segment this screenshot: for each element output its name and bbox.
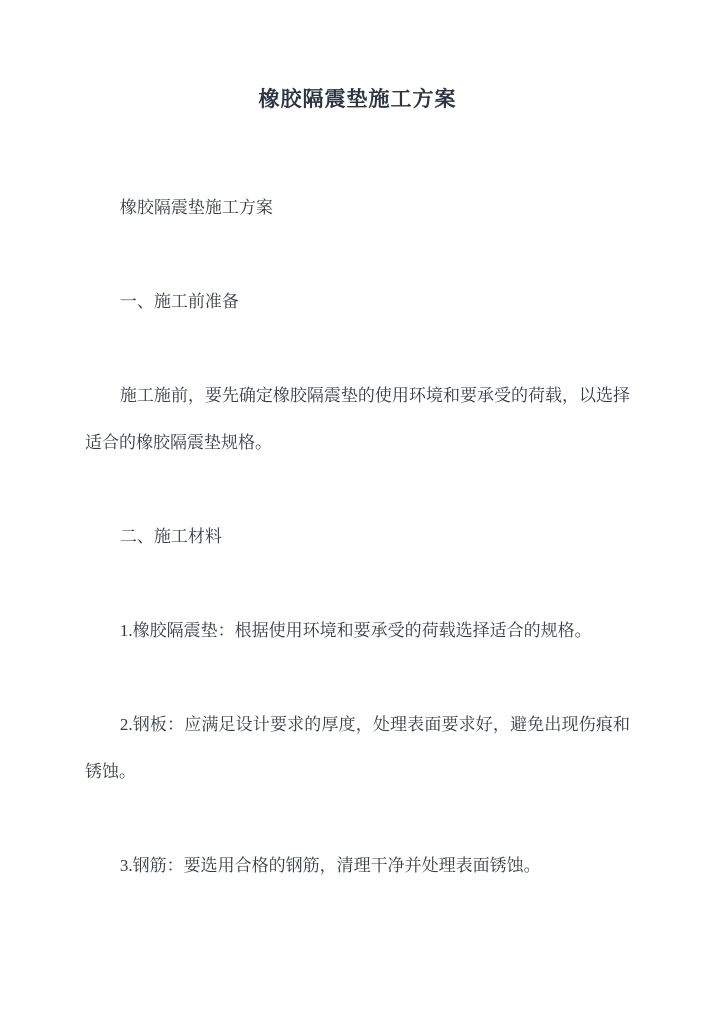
paragraph-section-1-body: 施工施前，要先确定橡胶隔震垫的使用环境和要承受的荷载，以选择适合的橡胶隔震垫规格。	[85, 386, 630, 452]
paragraph-section-2-heading: 二、施工材料	[119, 527, 222, 546]
paragraph-repeat-title: 橡胶隔震垫施工方案	[119, 198, 273, 217]
paragraph-material-item-2: 2.钢板：应满足设计要求的厚度，处理表面要求好，避免出现伤痕和锈蚀。	[85, 715, 630, 781]
document-title: 橡胶隔震垫施工方案	[258, 87, 457, 111]
paragraph-material-item-1: 1.橡胶隔震垫：根据使用环境和要承受的荷载选择适合的规格。	[119, 621, 592, 640]
paragraph-section-1-heading: 一、施工前准备	[119, 292, 239, 311]
paragraph-material-item-3: 3.钢筋：要选用合格的钢筋，清理干净并处理表面锈蚀。	[119, 856, 541, 875]
